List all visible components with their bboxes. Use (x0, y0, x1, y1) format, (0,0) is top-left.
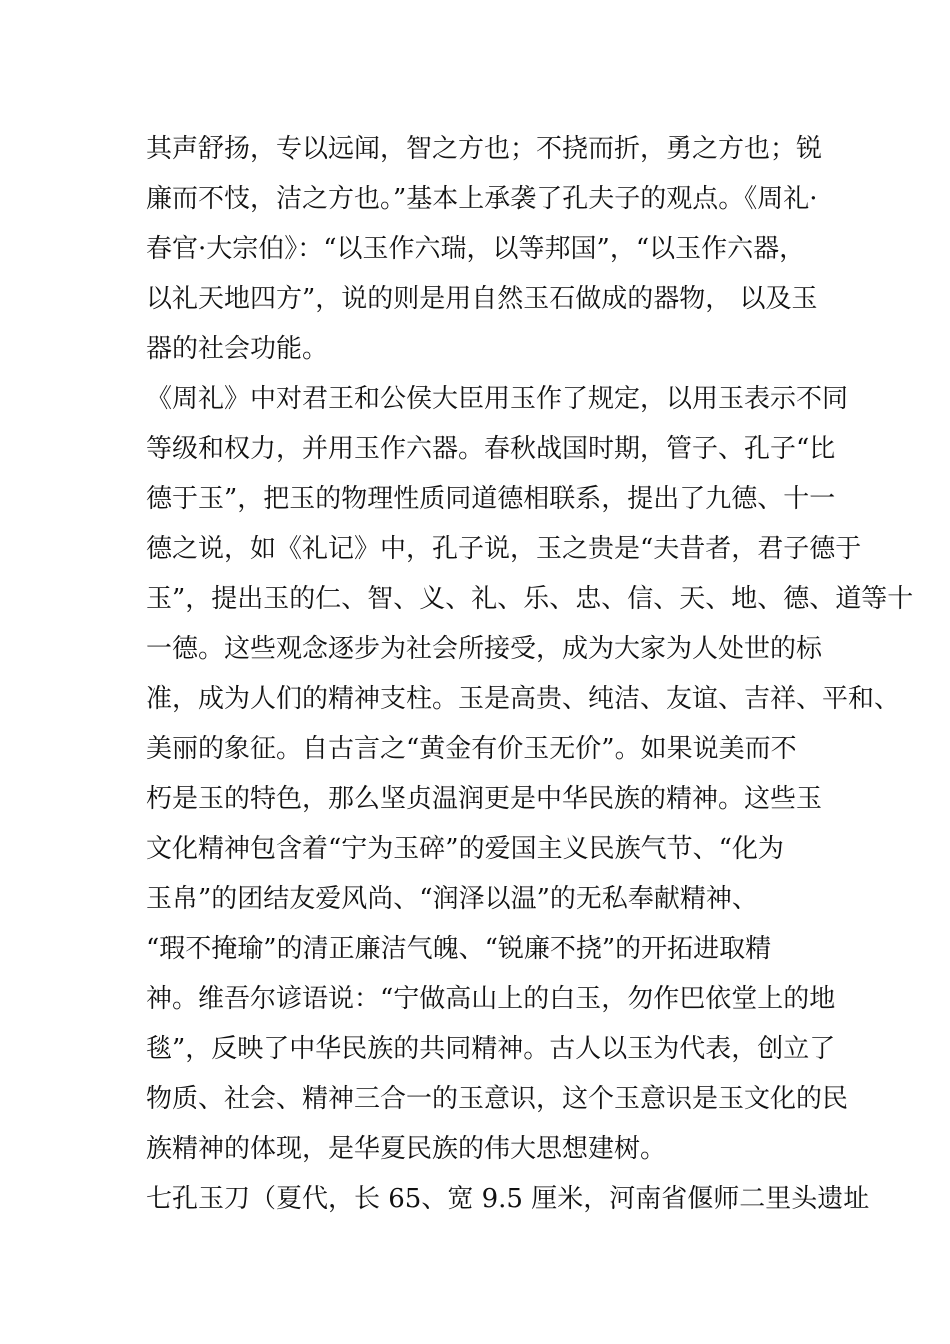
text-line: “瑕不掩瑜”的清正廉洁气魄、“锐廉不挠”的开拓进取精 (146, 934, 772, 964)
text-line: 神。维吾尔谚语说：“宁做高山上的白玉，勿作巴依堂上的地 (146, 984, 836, 1014)
text-line: 等级和权力，并用玉作六器。春秋战国时期，管子、孔子“比 (146, 434, 836, 464)
text-line: 七孔玉刀（夏代，长 65、宽 9.5 厘米，河南省偃师二里头遗址 (146, 1184, 870, 1214)
text-line: 春官·大宗伯》：“以玉作六瑞，以等邦国”，“以玉作六器， (146, 234, 806, 264)
text-line: 以礼天地四方”，说的则是用自然玉石做成的器物， 以及玉 (146, 284, 818, 314)
text-line: 朽是玉的特色，那么坚贞温润更是中华民族的精神。这些玉 (146, 784, 823, 814)
text-line: 玉”，提出玉的仁、智、义、礼、乐、忠、信、天、地、德、道等十 (146, 584, 914, 614)
text-line: 德之说，如《礼记》中，孔子说，玉之贵是“夫昔者，君子德于 (146, 534, 862, 564)
document-body (146, 124, 914, 1224)
paragraph-3 (146, 1174, 870, 1224)
text-line: 器的社会功能。 (146, 334, 329, 364)
text-line: 玉帛”的团结友爱风尚、“润泽以温”的无私奉献精神、 (146, 884, 758, 914)
text-line: 其声舒扬，专以远闻，智之方也；不挠而折，勇之方也；锐 (146, 134, 823, 164)
text-line: 《周礼》中对君王和公侯大臣用玉作了规定，以用玉表示不同 (146, 384, 849, 414)
text-line: 毯”，反映了中华民族的共同精神。古人以玉为代表，创立了 (146, 1034, 836, 1064)
text-line: 美丽的象征。自古言之“黄金有价玉无价”。如果说美而不 (146, 734, 797, 764)
paragraph-1 (146, 124, 836, 374)
text-line: 一德。这些观念逐步为社会所接受，成为大家为人处世的标 (146, 634, 823, 664)
text-line: 德于玉”，把玉的物理性质同道德相联系，提出了九德、十一 (146, 484, 836, 514)
text-line: 物质、社会、精神三合一的玉意识，这个玉意识是玉文化的民 (146, 1084, 849, 1114)
text-line: 准，成为人们的精神支柱。玉是高贵、纯洁、友谊、吉祥、平和、 (146, 684, 901, 714)
paragraph-2 (146, 374, 914, 1174)
text-line: 族精神的体现，是华夏民族的伟大思想建树。 (146, 1134, 667, 1164)
text-line: 廉而不忮，洁之方也。”基本上承袭了孔夫子的观点。《周礼· (146, 184, 818, 214)
text-line: 文化精神包含着“宁为玉碎”的爱国主义民族气节、“化为 (146, 834, 784, 864)
